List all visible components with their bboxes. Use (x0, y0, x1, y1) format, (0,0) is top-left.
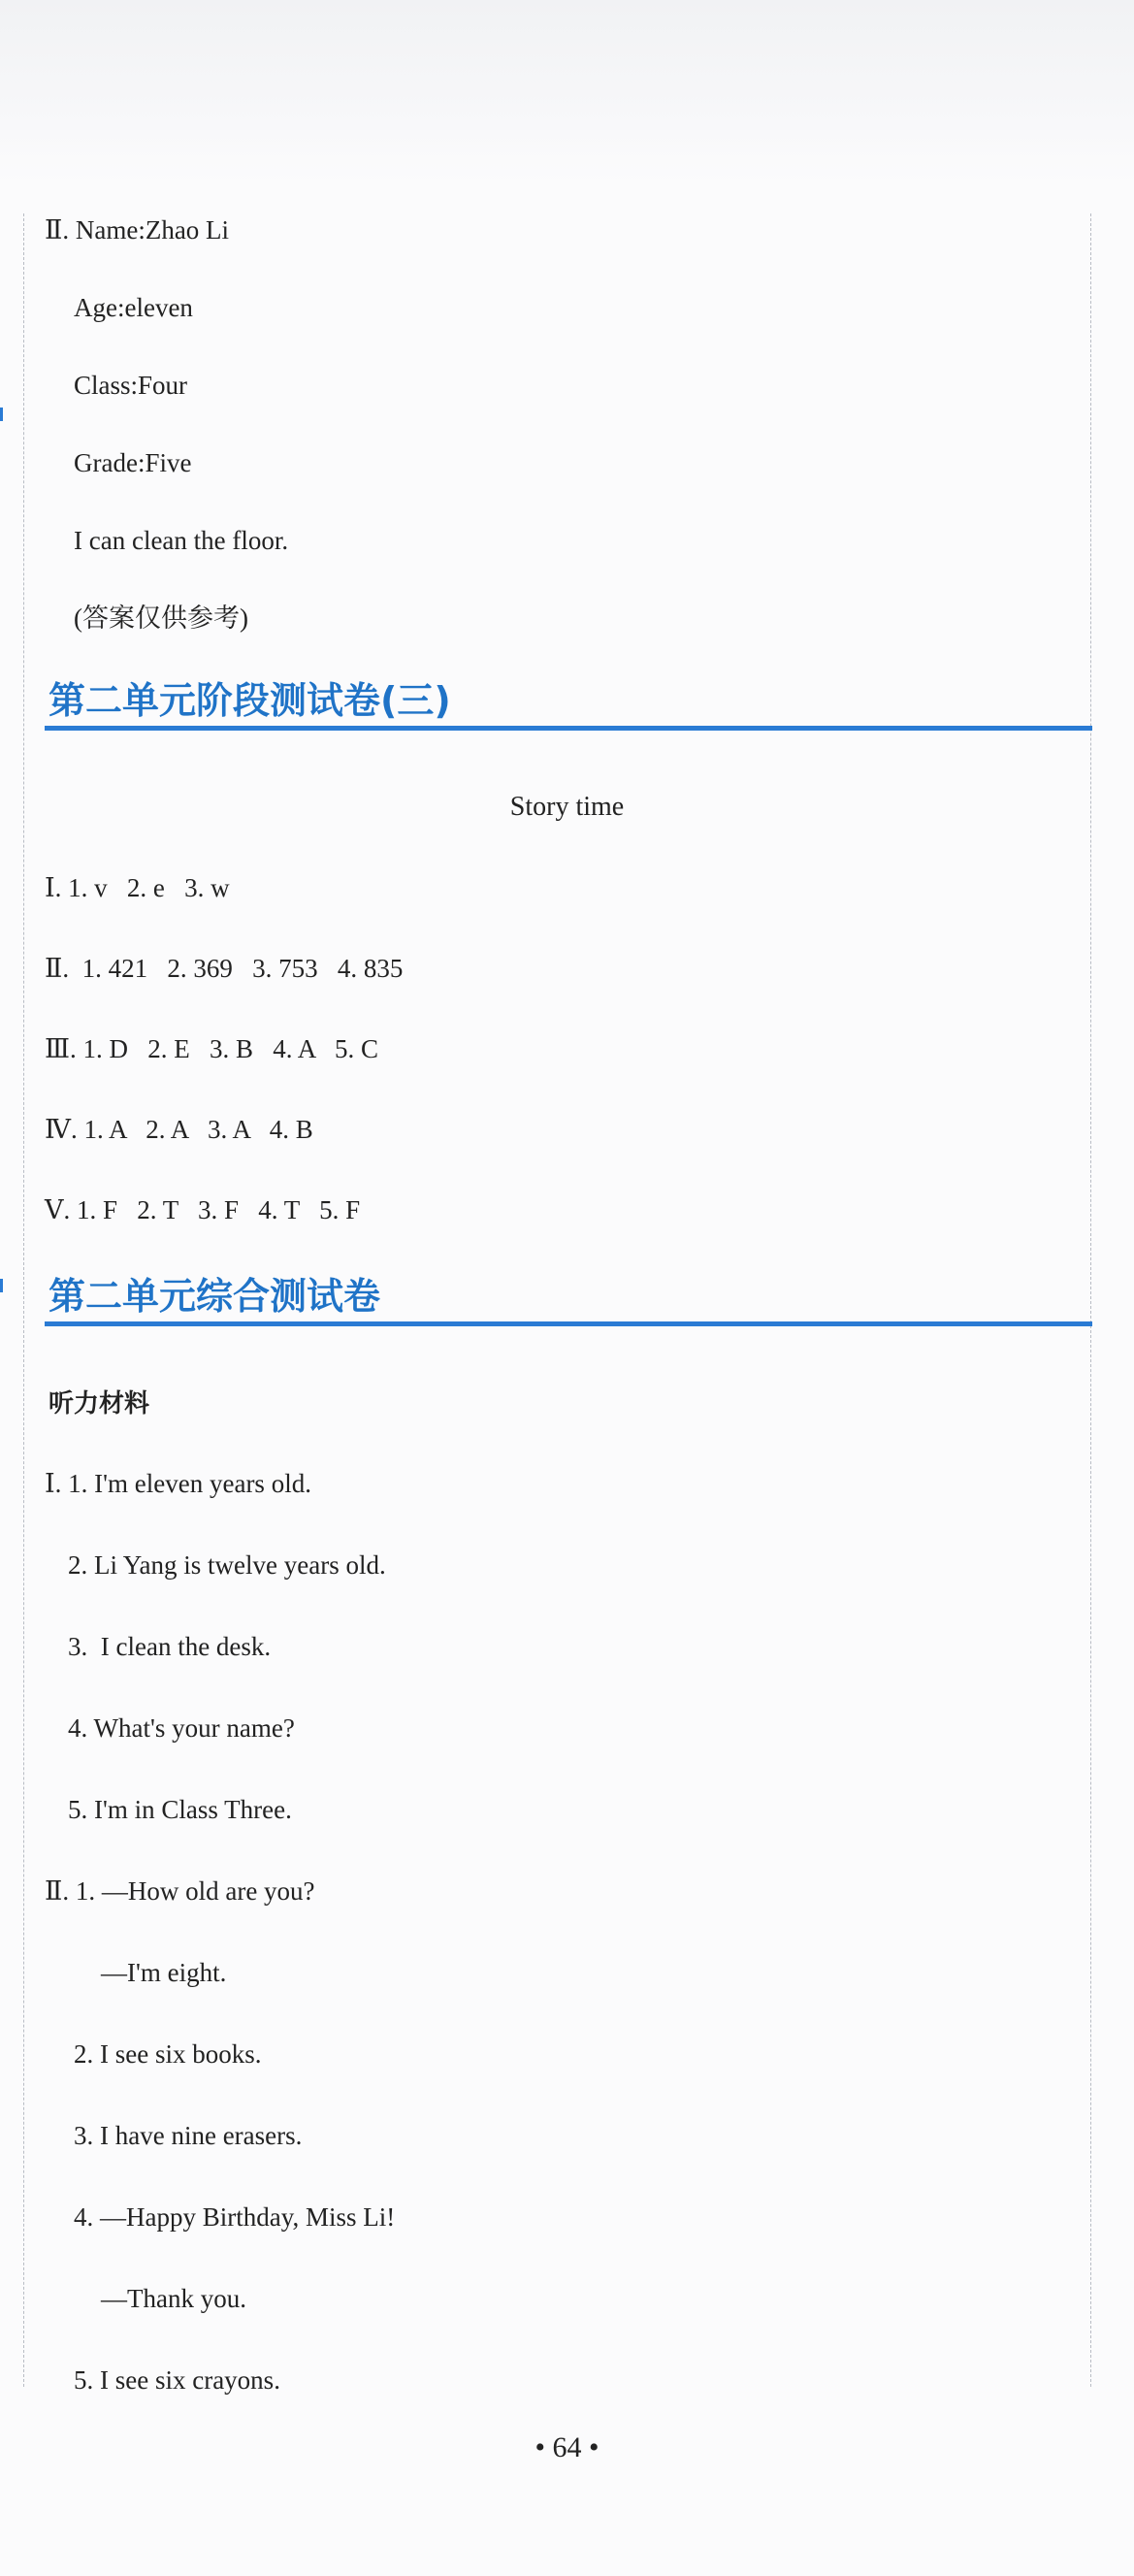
answer-line: Ⅱ. 1. —How old are you? (45, 1876, 315, 1906)
heading-rule (45, 726, 1092, 731)
answer-line: 3. I clean the desk. (68, 1632, 272, 1661)
answer-line: Ⅴ. 1. F 2. T 3. F 4. T 5. F (45, 1195, 361, 1224)
answer-line: 5. I see six crayons. (74, 2365, 280, 2395)
heading-rule (45, 1321, 1092, 1326)
margin-tick (0, 1279, 3, 1292)
section-heading: 第二单元综合测试卷 (49, 1275, 381, 1318)
answer-line: Class:Four (74, 371, 188, 400)
section-subtitle: Story time (509, 792, 625, 822)
answer-line: Ⅰ. 1. I'm eleven years old. (45, 1469, 311, 1498)
answer-line: (答案仅供参考) (74, 603, 248, 633)
answer-line: 2. I see six books. (74, 2039, 262, 2069)
answer-line: 5. I'm in Class Three. (68, 1795, 292, 1824)
answer-line: 2. Li Yang is twelve years old. (68, 1550, 386, 1580)
answer-line: 4. What's your name? (68, 1713, 295, 1743)
right-margin-line (1090, 213, 1091, 2387)
answer-line: Grade:Five (74, 448, 192, 477)
answer-line: Age:eleven (74, 293, 193, 322)
answer-line: 3. I have nine erasers. (74, 2121, 303, 2150)
answer-line: Ⅱ. 1. 421 2. 369 3. 753 4. 835 (45, 954, 404, 983)
margin-tick (0, 408, 3, 421)
page-number: • 64 • (535, 2431, 599, 2463)
answer-line: Ⅰ. 1. v 2. e 3. w (45, 873, 230, 902)
left-margin-line (23, 213, 24, 2387)
answer-line: Ⅲ. 1. D 2. E 3. B 4. A 5. C (45, 1034, 379, 1063)
section-heading: 第二单元阶段测试卷(三) (49, 679, 451, 722)
answer-line: —I'm eight. (101, 1958, 227, 1987)
answer-line: I can clean the floor. (74, 526, 289, 555)
answer-line: Ⅱ. Name:Zhao Li (45, 215, 230, 245)
answer-line: —Thank you. (101, 2284, 246, 2313)
answer-line: Ⅳ. 1. A 2. A 3. A 4. B (45, 1115, 313, 1144)
top-shade (0, 0, 1134, 184)
answer-line: 4. —Happy Birthday, Miss Li! (74, 2202, 396, 2232)
listening-material-label: 听力材料 (49, 1389, 150, 1418)
